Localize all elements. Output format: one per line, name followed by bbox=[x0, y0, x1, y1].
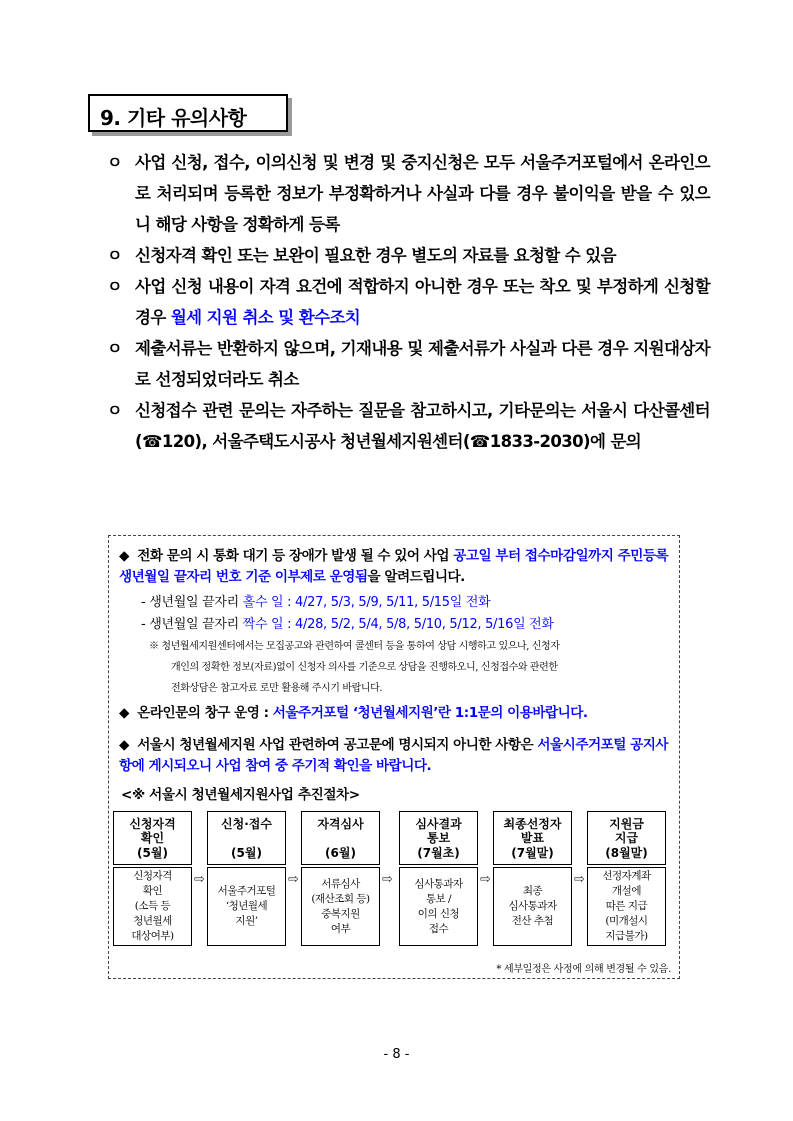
process-step-header bbox=[301, 811, 380, 865]
section-title: 9. 기타 유의사항 bbox=[100, 106, 247, 130]
guidelines-list bbox=[105, 147, 710, 457]
notice-online-inquiry: ◆ 온라인문의 창구 운영 : 서울주거포털 ‘청년월세지원’란 1:1문의 이용바랍니다. bbox=[119, 703, 675, 724]
refund-warning: 월세 지원 취소 및 환수조치 bbox=[170, 308, 361, 327]
process-step-title: 신청자격 확인 bbox=[129, 817, 176, 845]
process-step-header bbox=[113, 811, 192, 865]
process-step-description: 선정자계좌 개설에 따른 지급 (미개설시 지급불가) bbox=[587, 867, 666, 946]
diamond-bullet-icon: ◆ bbox=[119, 705, 129, 721]
circle-bullet-icon: ㅇ bbox=[107, 277, 122, 296]
list-item: ㅇ 사업 신청 내용이 자격 요건에 적합하지 아니한 경우 또는 착오 및 부정하게 신청할 경우 월세 지원 취소 및 환수조치 bbox=[105, 271, 710, 333]
diamond-bullet-icon: ◆ bbox=[119, 548, 129, 564]
list-item: ㅇ 제출서류는 반환하지 않으며, 기재내용 및 제출서류가 사실과 다른 경우 지원대상자로 선정되었더라도 취소 bbox=[105, 333, 710, 395]
notice-portal-announcements: ◆ 서울시 청년월세지원 사업 관련하여 공고문에 명시되지 아니한 사항은 서울시주거포털 공지사항에 게시되오니 사업 참여 중 주기적 확인을 바랍니다. bbox=[119, 737, 668, 774]
process-step-description: 심사통과자 통보 / 이의 신청 접수 bbox=[399, 867, 478, 946]
process-step-period: (7월초) bbox=[417, 846, 460, 860]
process-step-description: 서울주거포털 ‘청년월세 지원’ bbox=[207, 867, 286, 946]
process-step-title: 신청·접수 bbox=[221, 817, 272, 831]
circle-bullet-icon: ㅇ bbox=[107, 339, 122, 358]
process-step-header bbox=[207, 811, 286, 865]
circle-bullet-icon: ㅇ bbox=[107, 401, 122, 420]
list-item: ㅇ 사업 신청, 접수, 이의신청 및 변경 및 중지신청은 모두 서울주거포털에서 온라인으로 처리되며 등록한 정보가 부정확하거나 사실과 다를 경우 불이익을 받을 수 있으니 해당 사항을 정확하게 등록 bbox=[105, 147, 710, 240]
list-item: ㅇ 신청자격 확인 또는 보완이 필요한 경우 별도의 자료를 요청할 수 있음 bbox=[105, 240, 710, 271]
process-step-period: (8월말) bbox=[605, 846, 648, 860]
process-step-title: 지원금 지급 bbox=[609, 817, 644, 845]
process-arrow-icon: ⇨ bbox=[480, 872, 491, 887]
circle-bullet-icon: ㅇ bbox=[107, 246, 122, 265]
process-step-period: (5월) bbox=[231, 846, 262, 860]
process-step-description: 최종 심사통과자 전산 추첨 bbox=[493, 867, 572, 946]
process-step-description: 신청자격 확인 (소득 등 청년월세 대상여부) bbox=[113, 867, 192, 946]
process-step-header bbox=[399, 811, 478, 865]
process-arrow-icon: ⇨ bbox=[382, 872, 393, 887]
counseling-note: ※ 청년월세지원센터에서는 모집공고와 관련하여 콜센터 등을 통하여 상담 시행하고 있으나, 신청자 개인의 정확한 정보(자료)없이 신청자 의사를 기준으로 상담을 진행하오니, 신청접수와 관련한 전화상담은 참고자료 로만 활용해 주시기 바랍니다. bbox=[149, 641, 560, 694]
circle-bullet-icon: ㅇ bbox=[107, 153, 122, 172]
process-title: <※ 서울시 청년월세지원사업 추진절차> bbox=[121, 787, 360, 803]
notice-box bbox=[108, 535, 680, 979]
process-step-period: (7월말) bbox=[511, 846, 554, 860]
process-step-header bbox=[587, 811, 666, 865]
notice-phone-rotation: ◆ 전화 문의 시 통화 대기 등 장애가 발생 될 수 있어 사업 공고일 부터 접수마감일까지 주민등록 생년월일 끝자리 번호 기준 이부제로 운영됨을 알려드립니다. bbox=[119, 548, 669, 585]
process-step-period: (6월) bbox=[325, 846, 356, 860]
process-arrow-icon: ⇨ bbox=[288, 872, 299, 887]
process-step-title: 최종선정자 발표 bbox=[503, 817, 562, 845]
odd-day-schedule: - 생년월일 끝자리 홀수 일 : 4/27, 5/3, 5/9, 5/11, 5/15일 전화 bbox=[141, 595, 491, 610]
process-step-period: (5월) bbox=[137, 846, 168, 860]
page-number: - 8 - bbox=[383, 1047, 410, 1062]
process-step-description: 서류심사 (재산조회 등) 중복지원 여부 bbox=[301, 867, 380, 946]
process-step-title: 심사결과 통보 bbox=[415, 817, 462, 845]
process-arrow-icon: ⇨ bbox=[194, 872, 205, 887]
section-title-box bbox=[88, 94, 288, 132]
process-step-header bbox=[493, 811, 572, 865]
list-item: ㅇ 신청접수 관련 문의는 자주하는 질문을 참고하시고, 기타문의는 서울시 다산콜센터(☎120), 서울주택도시공사 청년월세지원센터(☎1833-2030)에 문의 bbox=[105, 395, 710, 457]
process-arrow-icon: ⇨ bbox=[574, 872, 585, 887]
even-day-schedule: - 생년월일 끝자리 짝수 일 : 4/28, 5/2, 5/4, 5/8, 5/10, 5/12, 5/16일 전화 bbox=[141, 617, 554, 632]
process-step-title: 자격심사 bbox=[317, 817, 364, 831]
diamond-bullet-icon: ◆ bbox=[119, 737, 129, 753]
schedule-footnote: * 세부일정은 사정에 의해 변경될 수 있음. bbox=[496, 964, 671, 975]
